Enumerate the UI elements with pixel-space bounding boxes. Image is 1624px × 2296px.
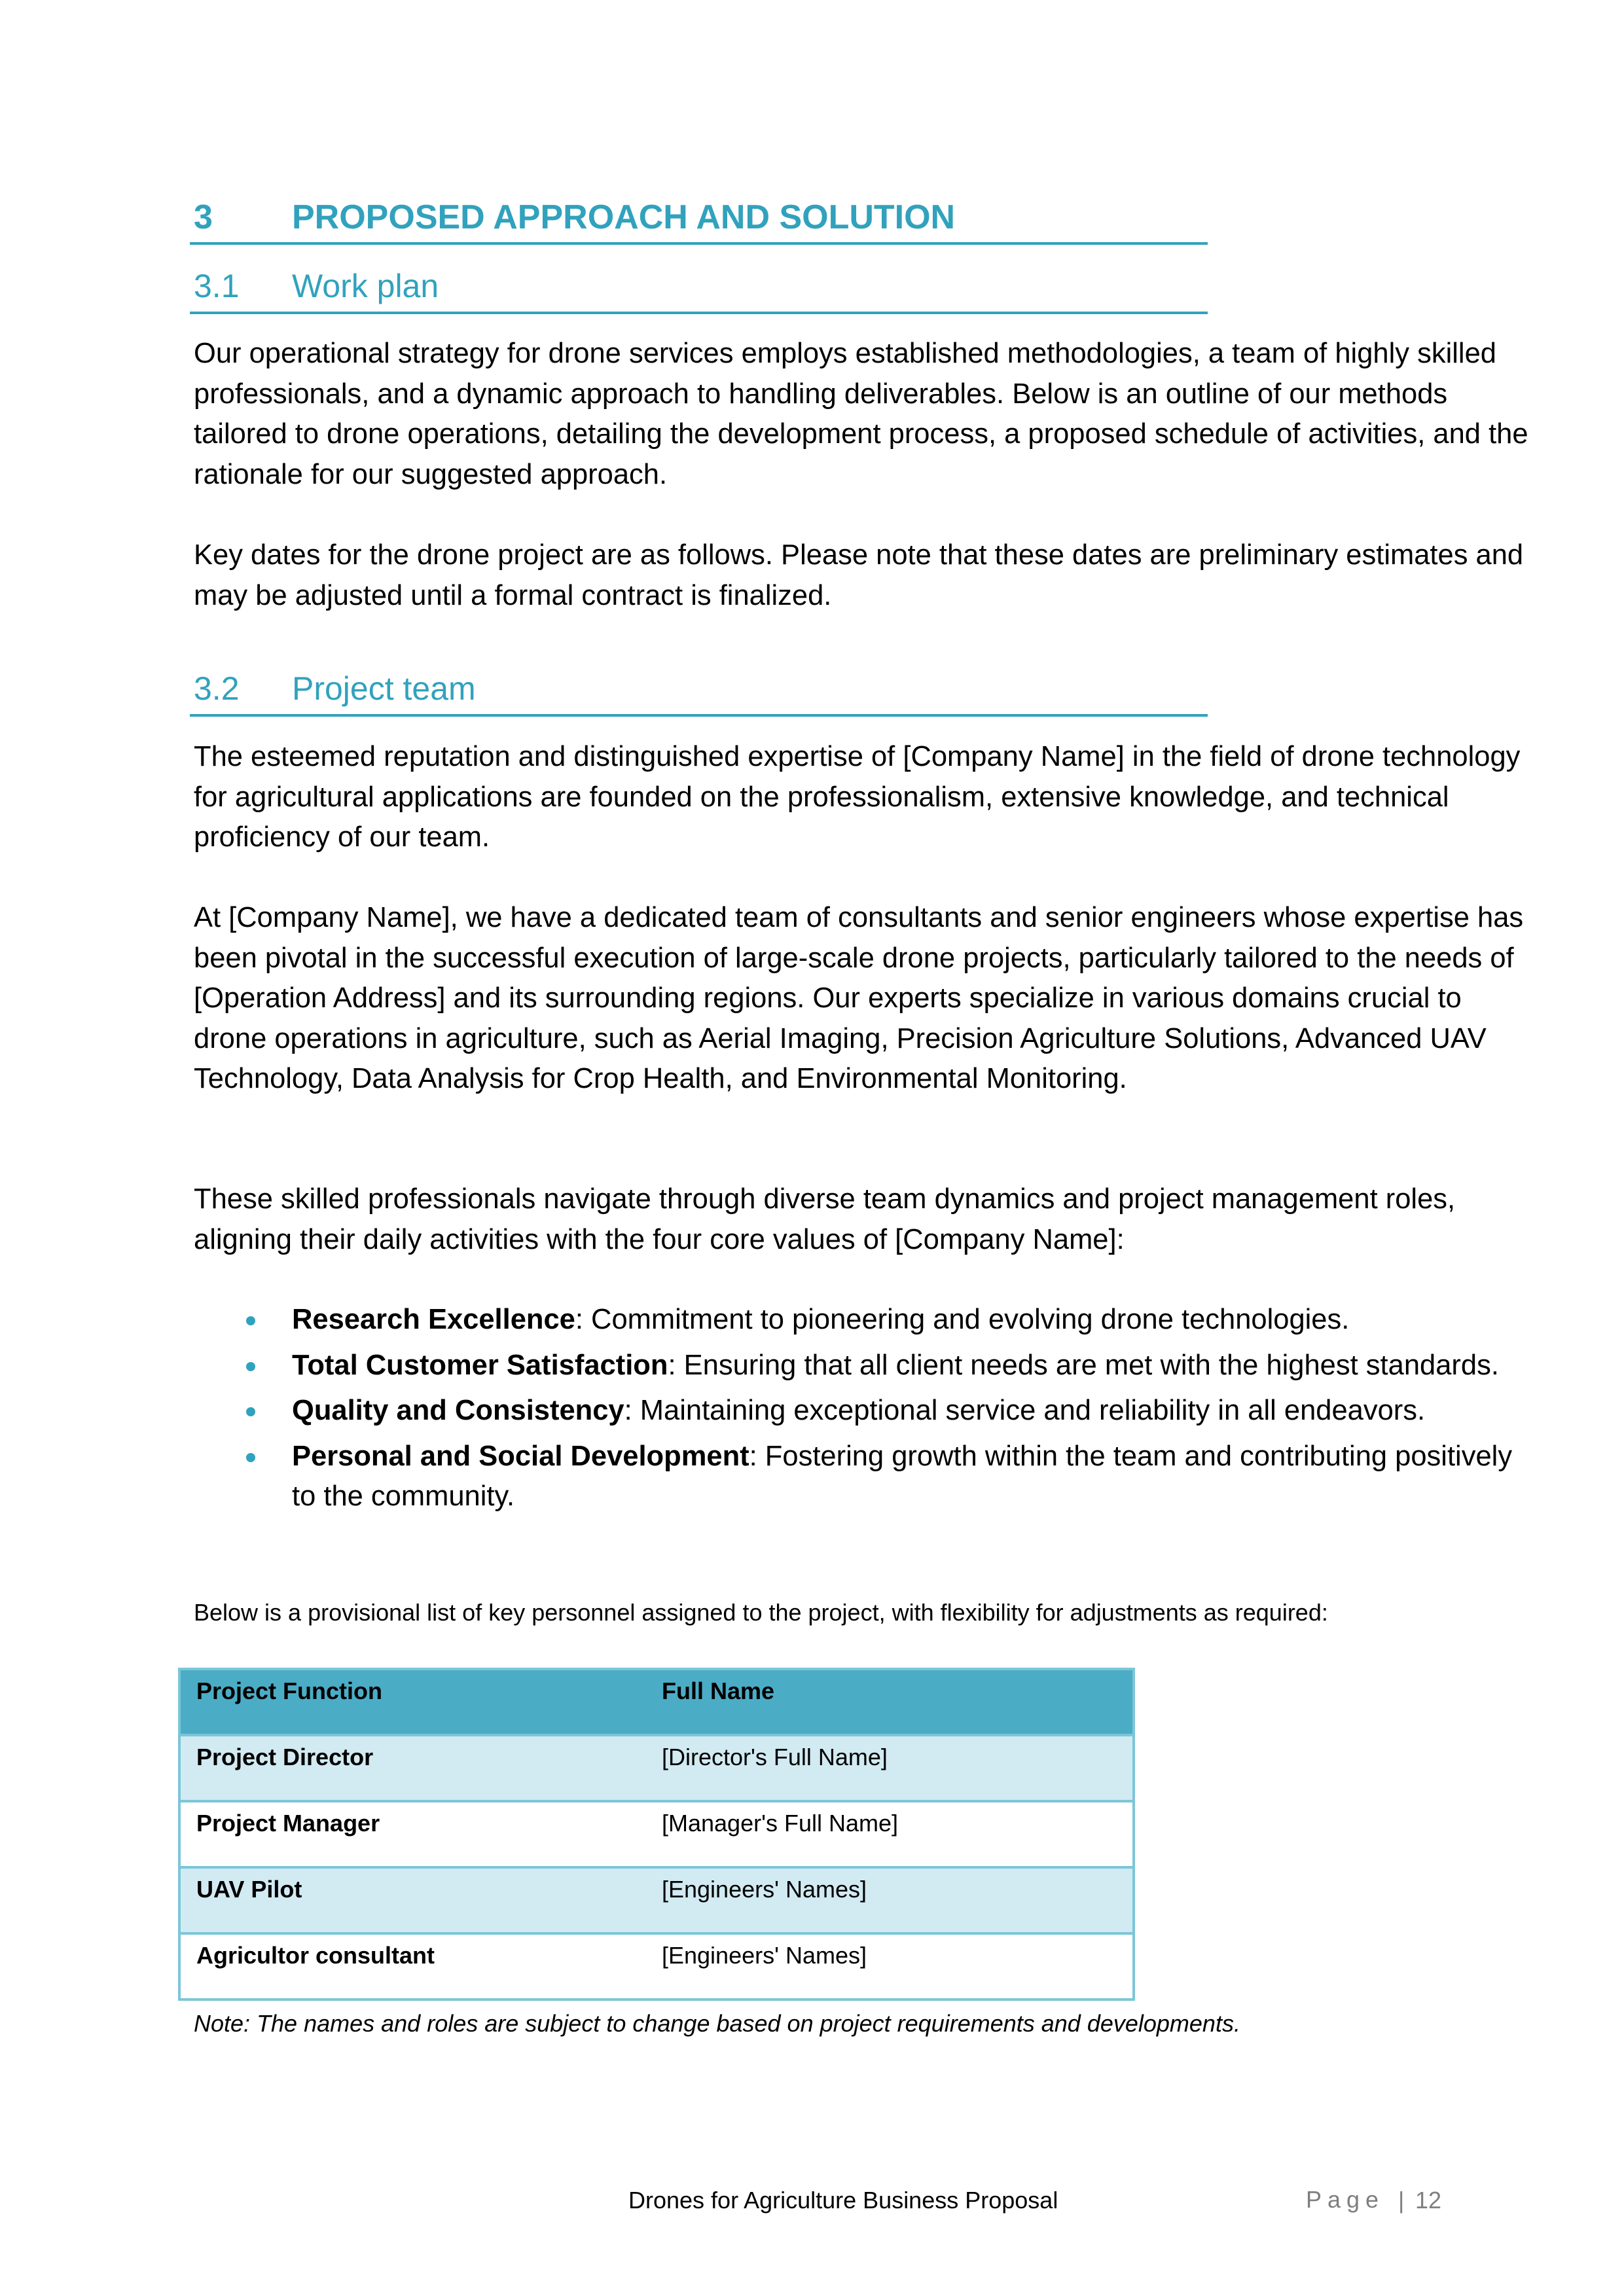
table-row	[179, 1735, 1134, 1801]
value-term: Personal and Social Development	[292, 1440, 749, 1472]
bullet-icon	[246, 1316, 255, 1325]
work-plan-number: 3.1	[194, 268, 240, 304]
work-plan-rule	[190, 312, 1208, 314]
name-cell: [Engineers' Names]	[646, 1867, 1134, 1933]
value-text: : Ensuring that all client needs are met with the highest standards.	[668, 1349, 1499, 1381]
page-label: Page	[1306, 2186, 1385, 2213]
column-header-name: Full Name	[646, 1669, 1134, 1735]
value-term: Research Excellence	[292, 1304, 575, 1335]
table-row	[179, 1933, 1134, 2000]
project-team-paragraph-1: The esteemed reputation and distinguished expertise of [Company Name] in the field of drone technology for agricultural applications are founded on the professionalism, extensive knowledge, and technical proficiency of our team.	[194, 741, 1521, 853]
table-header-row	[179, 1669, 1134, 1735]
list-item	[194, 1300, 1542, 1340]
table-row	[179, 1801, 1134, 1867]
table-note: Note: The names and roles are subject to change based on project requirements and developments.	[194, 2010, 1240, 2037]
section-title: PROPOSED APPROACH AND SOLUTION	[292, 198, 956, 236]
role-cell: Project Director	[179, 1735, 646, 1801]
bullet-icon	[246, 1362, 255, 1371]
name-cell: [Engineers' Names]	[646, 1933, 1134, 2000]
value-term: Quality and Consistency	[292, 1395, 624, 1426]
value-term: Total Customer Satisfaction	[292, 1349, 668, 1381]
value-text: : Maintaining exceptional service and reliability in all endeavors.	[624, 1395, 1426, 1426]
project-team-title: Project team	[292, 670, 476, 707]
role-cell: Agricultor consultant	[179, 1933, 646, 2000]
list-item	[194, 1437, 1542, 1517]
project-team-paragraph-2: At [Company Name], we have a dedicated team of consultants and senior engineers whose expertise has been pivotal in the successful execution of large-scale drone projects, particularly tailored to the needs of [Operation Address] and its surrounding regions. Our experts specialize in various domains crucial to drone operations in agriculture, such as Aerial Imaging, Precision Agriculture Solutions, Advanced UAV Technology, Data Analysis for Crop Health, and Environmental Monitoring.	[194, 902, 1524, 1094]
list-item	[194, 1391, 1542, 1431]
section-number: 3	[194, 198, 213, 236]
core-values-list	[194, 1300, 1542, 1522]
role-cell: UAV Pilot	[179, 1867, 646, 1933]
table-intro: Below is a provisional list of key personnel assigned to the project, with flexibility for adjustments as required:	[194, 1599, 1328, 1626]
role-cell: Project Manager	[179, 1801, 646, 1867]
work-plan-title: Work plan	[292, 268, 439, 304]
section-rule	[190, 242, 1208, 245]
value-text: : Commitment to pioneering and evolving drone technologies.	[575, 1304, 1350, 1335]
name-cell: [Manager's Full Name]	[646, 1801, 1134, 1867]
page-separator: |	[1398, 2187, 1405, 2214]
column-header-function: Project Function	[179, 1669, 646, 1735]
project-team-paragraph-3: These skilled professionals navigate through diverse team dynamics and project management roles, aligning their daily activities with the four core values of [Company Name]:	[194, 1183, 1456, 1255]
work-plan-paragraph-2: Key dates for the drone project are as follows. Please note that these dates are preliminary estimates and may be adjusted until a formal contract is finalized.	[194, 539, 1524, 611]
project-team-number: 3.2	[194, 670, 240, 707]
bullet-icon	[246, 1407, 255, 1416]
page-number: 12	[1415, 2187, 1442, 2214]
footer-title: Drones for Agriculture Business Proposal	[628, 2187, 1058, 2214]
value-text: : Fostering growth within the team and contributing positively to the community.	[292, 1440, 1513, 1512]
list-item	[194, 1346, 1542, 1386]
name-cell: [Director's Full Name]	[646, 1735, 1134, 1801]
project-team-rule	[190, 714, 1208, 717]
bullet-icon	[246, 1453, 255, 1462]
work-plan-paragraph-1: Our operational strategy for drone services employs established methodologies, a team of highly skilled professionals, and a dynamic approach to handling deliverables. Below is an outline of our methods tailored to drone operations, detailing the development process, a proposed schedule of activities, and the rationale for our suggested approach.	[194, 338, 1528, 490]
personnel-table	[178, 1668, 1135, 2001]
table-row	[179, 1867, 1134, 1933]
